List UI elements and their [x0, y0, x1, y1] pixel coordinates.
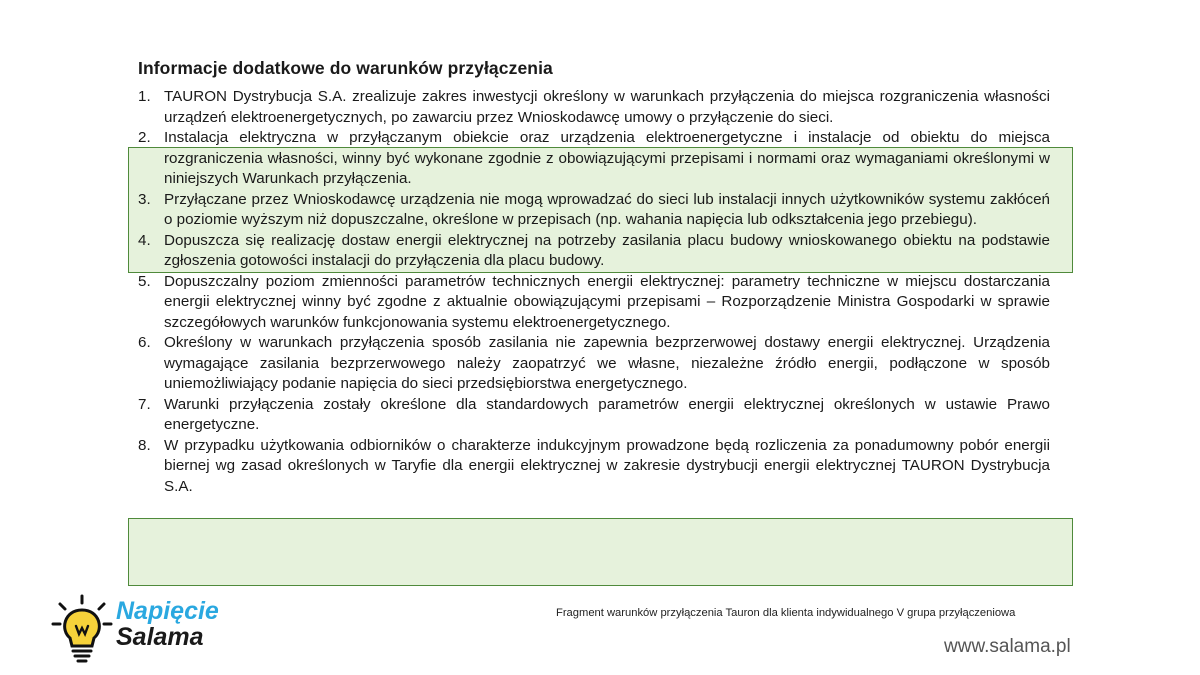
document-fragment	[138, 58, 1050, 497]
item-number: 3.	[138, 190, 151, 208]
list-item-2	[138, 128, 1050, 190]
highlight-item-8	[128, 518, 1073, 586]
item-number: 8.	[138, 436, 151, 454]
item-number: 4.	[138, 231, 151, 249]
item-number: 5.	[138, 272, 151, 290]
item-number: 6.	[138, 334, 151, 351]
lightbulb-icon	[50, 594, 114, 664]
item-text: Określony w warunkach przyłączenia sposób zasilania nie zapewnia bezprzerwowej dostawy energii elektrycznej. Urządzenia wymagające zasilania bezprzerwowego należy zaopatrzyć we własne, niezależne źródło energii, podłączone w sposób uniemożliwiający podanie napięcia do sieci przedsiębiorstwa energetycznego.	[164, 334, 1050, 392]
item-text: TAURON Dystrybucja S.A. zrealizuje zakres inwestycji określony w warunkach przyłączenia do miejsca rozgraniczenia własności urządzeń elektroenergetycznych, po zawarciu przez Wnioskodawcę umowy o przyłączenie do sieci.	[164, 88, 1050, 126]
brand-logo[interactable]	[50, 594, 230, 664]
logo-line-2: Salama	[116, 623, 204, 651]
list-item-6	[138, 333, 1050, 395]
item-number: 2.	[138, 129, 151, 146]
item-text: Dopuszczalny poziom zmienności parametrów technicznych energii elektrycznej: parametry techniczne w miejscu dostarczania energii elektrycznej winny być zgodne z aktualnie obowiązującymi przepisami – Rozporządzenie Ministra Gospodarki w sprawie szczegółowych warunków funkcjonowania systemu elektroenergetycznego.	[164, 272, 1050, 331]
item-text: Przyłączane przez Wnioskodawcę urządzenia nie mogą wprowadzać do sieci lub instalacji innych użytkowników systemu zakłóceń o poziomie wyższym niż dopuszczalne, określone w przepisach (np. wahania napięcia lub odkształcenia jego przebiegu).	[164, 190, 1050, 228]
item-text: Instalacja elektryczna w przyłączanym obiekcie oraz urządzenia elektroenergetyczne i instalacje od obiektu do miejsca rozgraniczenia własności, winny być wykonane zgodnie z obowiązującymi przepisami i normami oraz wymaganiami określonymi w niniejszych Warunkach przyłączenia.	[164, 129, 1050, 187]
list-item-8	[138, 436, 1050, 498]
list-item-3	[138, 190, 1050, 231]
item-text: Warunki przyłączenia zostały określone dla standardowych parametrów energii elektrycznej określonych w ustawie Prawo energetyczne.	[164, 395, 1050, 433]
figure-caption: Fragment warunków przyłączenia Tauron dla klienta indywidualnego V grupa przyłączeniowa	[556, 607, 1016, 619]
list-item-4	[138, 231, 1050, 272]
item-text: W przypadku użytkowania odbiorników o charakterze indukcyjnym prowadzone będą rozliczenia za ponadumowny pobór energii biernej wg zasad określonych w Taryfie dla energii elektrycznej w zakresie dystrybucji energii elektrycznej TAURON Dystrybucja S.A.	[164, 436, 1050, 495]
list-item-5	[138, 272, 1050, 334]
logo-line-1: Napięcie	[116, 597, 219, 625]
conditions-list	[138, 87, 1050, 497]
item-text: Dopuszcza się realizację dostaw energii elektrycznej na potrzeby zasilania placu budowy wnioskowanego obiektu na podstawie zgłoszenia gotowości instalacji do przyłączenia dla placu budowy.	[164, 231, 1050, 269]
website-url[interactable]: www.salama.pl	[944, 636, 1071, 657]
item-number: 7.	[138, 395, 151, 413]
document-heading: Informacje dodatkowe do warunków przyłączenia	[138, 58, 553, 78]
logo-wordmark	[116, 598, 219, 650]
list-item-7	[138, 395, 1050, 436]
list-item-1	[138, 87, 1050, 128]
item-number: 1.	[138, 88, 151, 105]
